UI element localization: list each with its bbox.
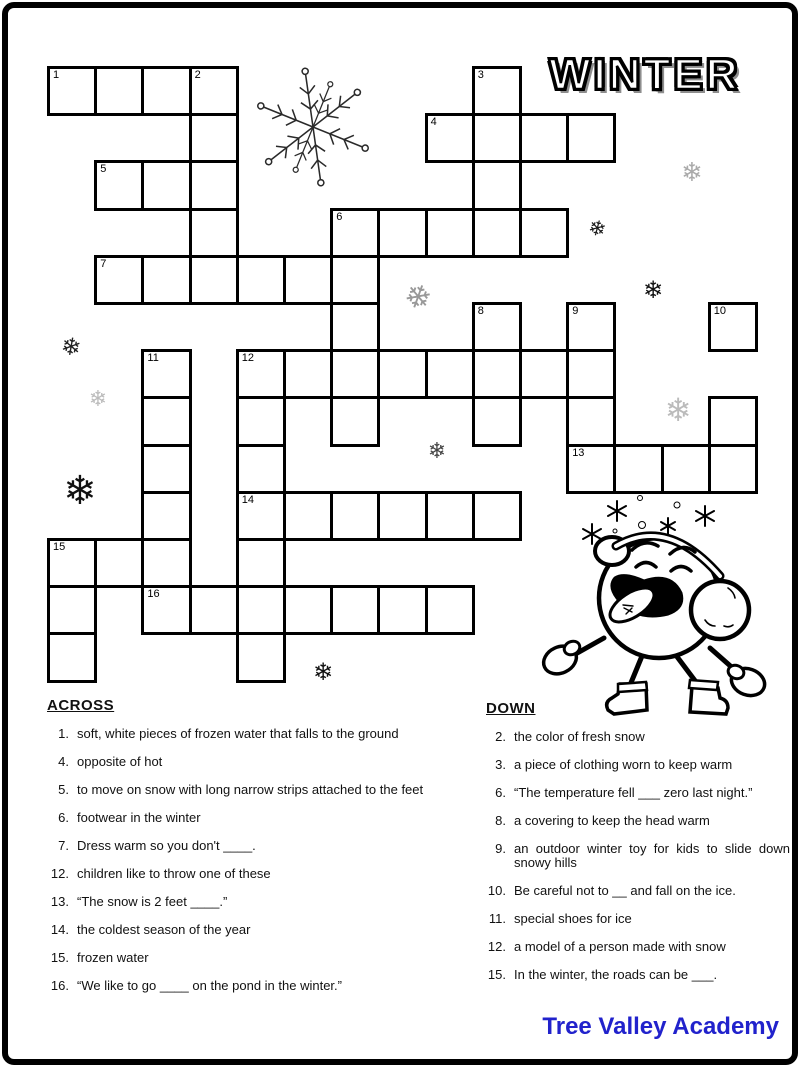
- footer-brand: Tree Valley Academy: [542, 1013, 779, 1040]
- snowflake-icon: ❄: [664, 391, 692, 429]
- cell-number: 14: [241, 493, 255, 506]
- grid-cell[interactable]: [236, 538, 286, 588]
- grid-cell-16[interactable]: [141, 585, 191, 635]
- snowflake-icon: ❄: [681, 158, 703, 188]
- snowflake-icon: ❄: [585, 214, 609, 243]
- cell-number: 4: [430, 116, 437, 129]
- clue-text: special shoes for ice: [514, 911, 632, 926]
- clue-number: 3.: [495, 757, 506, 772]
- worksheet-title: WINTER: [549, 50, 741, 99]
- clue-number: 4.: [58, 754, 69, 769]
- grid-cell[interactable]: [189, 255, 239, 305]
- grid-cell-13[interactable]: [566, 444, 616, 494]
- clue-text: “The temperature fell ___ zero last night.”: [514, 785, 753, 800]
- grid-cell[interactable]: [141, 444, 191, 494]
- grid-cell[interactable]: [47, 585, 97, 635]
- clue-text: a piece of clothing worn to keep warm: [514, 757, 733, 772]
- cell-number: 3: [477, 69, 484, 81]
- grid-cell-12[interactable]: [236, 349, 286, 399]
- cell-number: 7: [100, 257, 107, 270]
- down-clue-6: [486, 786, 790, 800]
- grid-cell[interactable]: [141, 160, 191, 210]
- down-clue-2: [486, 730, 790, 744]
- grid-cell[interactable]: [283, 349, 333, 399]
- clue-number: 15.: [487, 967, 506, 982]
- cell-number: 1: [53, 69, 60, 81]
- grid-cell[interactable]: [425, 208, 475, 258]
- grid-cell[interactable]: [330, 585, 380, 635]
- clue-number: 10.: [487, 883, 506, 898]
- grid-cell[interactable]: [141, 491, 191, 541]
- cell-number: 2: [194, 69, 201, 81]
- across-clues-section: [47, 697, 459, 1007]
- grid-cell[interactable]: [94, 538, 144, 588]
- clue-text: the coldest season of the year: [77, 922, 251, 937]
- down-clues-section: [486, 700, 790, 996]
- grid-cell[interactable]: [708, 444, 758, 494]
- clue-text: an outdoor winter toy for kids to slide down snowy hills: [514, 841, 790, 870]
- clue-text: the color of fresh snow: [514, 729, 645, 744]
- grid-cell-11[interactable]: [141, 349, 191, 399]
- clue-number: 16.: [50, 978, 69, 993]
- grid-cell[interactable]: [330, 491, 380, 541]
- clue-number: 8.: [495, 813, 506, 828]
- clue-text: a covering to keep the head warm: [514, 813, 710, 828]
- across-clue-5: [47, 783, 459, 797]
- clue-number: 7.: [58, 838, 69, 853]
- grid-cell[interactable]: [141, 66, 191, 116]
- clue-number: 13.: [50, 894, 69, 909]
- cell-number: 16: [147, 588, 160, 601]
- snowflake-icon: ❄: [88, 387, 108, 412]
- across-clue-7: [47, 839, 459, 853]
- grid-cell-14[interactable]: [236, 491, 286, 541]
- across-clue-12: [47, 867, 459, 881]
- grid-cell[interactable]: [472, 113, 522, 163]
- grid-cell[interactable]: [189, 160, 239, 210]
- clue-number: 12.: [50, 866, 69, 881]
- clue-text: soft, white pieces of frozen water that falls to the ground: [77, 726, 399, 741]
- grid-cell[interactable]: [661, 444, 711, 494]
- grid-cell[interactable]: [141, 255, 191, 305]
- grid-cell-4[interactable]: [425, 113, 475, 163]
- clue-number: 15.: [50, 950, 69, 965]
- across-clue-16: [47, 979, 459, 993]
- grid-cell-9[interactable]: [566, 302, 616, 352]
- down-clue-12: [486, 940, 790, 954]
- grid-cell[interactable]: [330, 349, 380, 399]
- grid-cell[interactable]: [566, 396, 616, 446]
- grid-cell[interactable]: [47, 632, 97, 682]
- clue-number: 11.: [488, 911, 506, 926]
- grid-cell-7[interactable]: [94, 255, 144, 305]
- grid-cell[interactable]: [377, 349, 427, 399]
- grid-cell[interactable]: [141, 538, 191, 588]
- clue-text: footwear in the winter: [77, 810, 201, 825]
- cell-number: 5: [100, 163, 107, 176]
- grid-cell[interactable]: [141, 396, 191, 446]
- clue-text: Dress warm so you don't ____.: [77, 838, 256, 853]
- clue-number: 1.: [58, 726, 69, 741]
- grid-cell[interactable]: [283, 255, 333, 305]
- grid-cell[interactable]: [472, 396, 522, 446]
- grid-cell[interactable]: [330, 396, 380, 446]
- grid-cell[interactable]: [377, 208, 427, 258]
- grid-cell[interactable]: [566, 113, 616, 163]
- clue-number: 5.: [58, 782, 69, 797]
- grid-cell[interactable]: [236, 255, 286, 305]
- snowflake-icon: ❄: [312, 658, 334, 686]
- grid-cell-15[interactable]: [47, 538, 97, 588]
- clue-text: a model of a person made with snow: [514, 939, 726, 954]
- grid-cell[interactable]: [519, 113, 569, 163]
- across-heading: ACROSS: [47, 697, 115, 714]
- grid-cell[interactable]: [189, 208, 239, 258]
- snowman-illustration: [520, 488, 770, 733]
- down-clue-15: [486, 968, 790, 982]
- clue-text: to move on snow with long narrow strips attached to the feet: [77, 782, 424, 797]
- grid-cell-3[interactable]: [472, 66, 522, 116]
- snowflake-icon: ❄: [427, 439, 447, 464]
- clue-number: 6.: [58, 810, 69, 825]
- grid-cell[interactable]: [708, 396, 758, 446]
- grid-cell[interactable]: [425, 585, 475, 635]
- down-heading: DOWN: [486, 700, 536, 717]
- cell-number: 6: [336, 210, 343, 223]
- across-clue-14: [47, 923, 459, 937]
- snowflake-icon: ❄: [398, 274, 438, 320]
- snowflake-icon: ❄: [642, 276, 664, 304]
- cell-number: 9: [572, 305, 579, 317]
- clue-number: 9.: [495, 841, 506, 856]
- grid-cell[interactable]: [472, 349, 522, 399]
- grid-cell[interactable]: [472, 491, 522, 541]
- grid-cell[interactable]: [425, 349, 475, 399]
- clue-text: “The snow is 2 feet ____.”: [77, 894, 228, 909]
- across-clue-list: [47, 727, 459, 993]
- cell-number: 10: [713, 305, 727, 317]
- down-clue-8: [486, 814, 790, 828]
- across-clue-4: [47, 755, 459, 769]
- down-clue-list: [486, 730, 790, 982]
- grid-cell[interactable]: [236, 585, 286, 635]
- clue-number: 12.: [487, 939, 506, 954]
- cell-number: 11: [147, 352, 159, 365]
- grid-cell[interactable]: [236, 396, 286, 446]
- clue-number: 14.: [50, 922, 69, 937]
- grid-cell[interactable]: [472, 208, 522, 258]
- down-clue-10: [486, 884, 790, 898]
- snowflake-icon: ❄: [63, 468, 97, 514]
- grid-cell-5[interactable]: [94, 160, 144, 210]
- clue-text: children like to throw one of these: [77, 866, 271, 881]
- cell-number: 15: [53, 541, 66, 553]
- grid-cell[interactable]: [613, 444, 663, 494]
- down-clue-11: [486, 912, 790, 926]
- grid-cell-10[interactable]: [708, 302, 758, 352]
- earmuff-right: [691, 581, 749, 639]
- clue-text: Be careful not to __ and fall on the ice.: [514, 883, 736, 898]
- grid-cell[interactable]: [330, 255, 380, 305]
- grid-cell[interactable]: [377, 585, 427, 635]
- across-clue-6: [47, 811, 459, 825]
- grid-cell[interactable]: [472, 160, 522, 210]
- clue-text: frozen water: [77, 950, 149, 965]
- grid-cell[interactable]: [236, 444, 286, 494]
- across-clue-15: [47, 951, 459, 965]
- grid-cell[interactable]: [283, 491, 333, 541]
- clue-number: 6.: [495, 785, 506, 800]
- clue-number: 2.: [495, 729, 506, 744]
- grid-cell-2[interactable]: [189, 66, 239, 116]
- down-clue-9: [486, 842, 790, 870]
- grid-cell[interactable]: [283, 585, 333, 635]
- grid-cell-6[interactable]: [330, 208, 380, 258]
- cell-number: 13: [572, 446, 585, 459]
- grid-cell-8[interactable]: [472, 302, 522, 352]
- grid-cell-1[interactable]: [47, 66, 97, 116]
- cell-number: 12: [241, 352, 255, 365]
- grid-cell[interactable]: [519, 208, 569, 258]
- grid-cell[interactable]: [189, 585, 239, 635]
- clue-text: opposite of hot: [77, 754, 163, 769]
- grid-cell[interactable]: [94, 66, 144, 116]
- grid-cell[interactable]: [425, 491, 475, 541]
- cell-number: 8: [477, 305, 484, 317]
- grid-cell[interactable]: [330, 302, 380, 352]
- clue-text: In the winter, the roads can be ___.: [514, 967, 718, 982]
- grid-cell[interactable]: [519, 349, 569, 399]
- grid-cell[interactable]: [566, 349, 616, 399]
- clue-text: “We like to go ____ on the pond in the winter.”: [77, 978, 342, 993]
- across-clue-13: [47, 895, 459, 909]
- grid-cell[interactable]: [189, 113, 239, 163]
- grid-cell[interactable]: [236, 632, 286, 682]
- across-clue-1: [47, 727, 459, 741]
- snowflake-icon: ❄: [58, 331, 84, 363]
- down-clue-3: [486, 758, 790, 772]
- grid-cell[interactable]: [377, 491, 427, 541]
